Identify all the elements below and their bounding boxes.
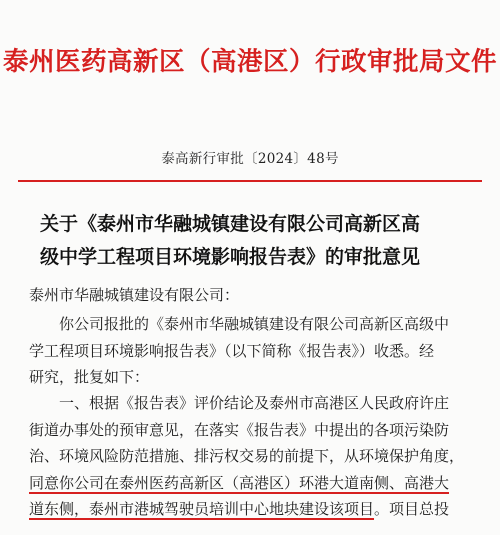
header-divider-line (18, 180, 482, 182)
document-header: 泰州医药高新区（高港区）行政审批局文件 (2, 47, 497, 77)
paragraph-line: 街道办事处的预审意见，在落实《报告表》中提出的各项污染防 (29, 420, 450, 439)
paragraph-text: 。项目总投 (374, 500, 450, 518)
paragraph-line: 你公司报批的《泰州市华融城镇建设有限公司高新区高级中 (59, 315, 450, 333)
highlighted-text: 道东侧，泰州市港城驾驶员培训中心地块建设该项目 (29, 500, 375, 518)
paragraph-line: 学工程项目环境影响报告表》（以下简称《报告表》）收悉。经 (29, 341, 435, 360)
title-line-2: 级中学工程项目环境影响报告表》的审批意见 (40, 246, 421, 268)
paragraph-line (29, 496, 471, 523)
highlighted-text: 同意你公司在泰州医药高新区（高港区）环港大道南侧、高港大 (29, 473, 450, 492)
document-title (40, 208, 465, 274)
title-line-1: 关于《泰州市华融城镇建设有限公司高新区高 (40, 213, 421, 235)
document-number: 泰高新行审批〔2024〕48号 (161, 151, 339, 167)
paragraph-line: 一、根据《报告表》评价结论及泰州市高港区人民政府许庄 (59, 394, 450, 412)
paragraph-line: 研究，批复如下： (29, 368, 150, 386)
paragraph-1 (29, 311, 471, 391)
paragraph-line-highlighted (29, 470, 471, 497)
recipient: 泰州市华融城镇建设有限公司： (29, 286, 240, 304)
paragraph-2 (29, 390, 471, 523)
paragraph-line: 治、环境风险防范措施、排污权交易的前提下，从环境保护角度， (29, 447, 465, 465)
